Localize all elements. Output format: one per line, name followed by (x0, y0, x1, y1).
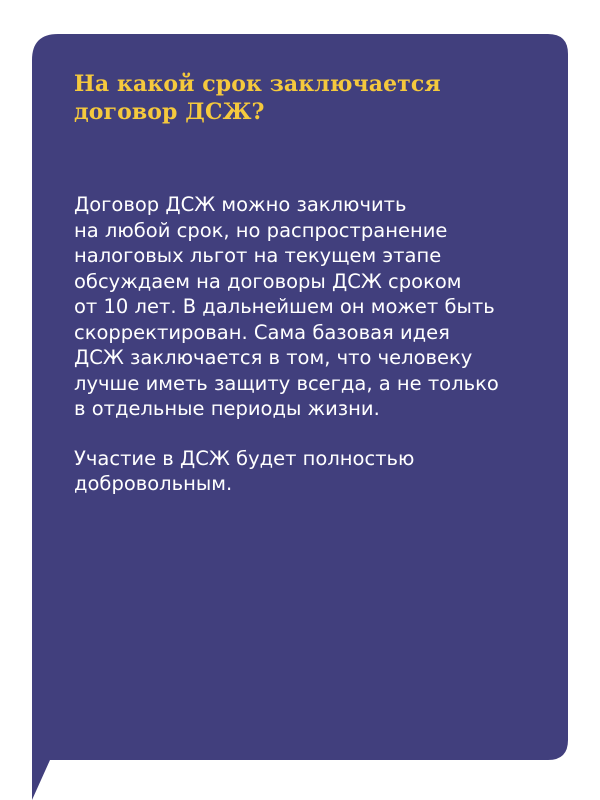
answer-line: Участие в ДСЖ будет полностью (74, 446, 415, 470)
answer-line: на любой срок, но распространение (74, 218, 448, 242)
answer-line: ДСЖ заключается в том, что человеку (74, 346, 473, 369)
answer-line: Договор ДСЖ можно заключить (74, 193, 407, 216)
answer-line: добровольным. (74, 472, 233, 495)
question-heading (74, 70, 554, 126)
answer-line: в отдельные периоды жизни. (74, 397, 380, 420)
answer-paragraph (74, 446, 554, 497)
answer-line: лучше иметь защиту всегда, а не только (74, 371, 499, 395)
question-line: договор ДСЖ? (74, 99, 265, 125)
answer-paragraph (74, 192, 554, 422)
card-content (74, 70, 554, 497)
answer-line: налоговых льгот на текущем этапе (74, 244, 442, 267)
answer-line: от 10 лет. В дальнейшем он может быть (74, 295, 495, 318)
question-line: На какой срок заключается (74, 71, 441, 97)
answer-line: обсуждаем на договоры ДСЖ сроком (74, 269, 462, 293)
answer-text (74, 192, 554, 497)
answer-line: скорректирован. Сама базовая идея (74, 320, 450, 344)
